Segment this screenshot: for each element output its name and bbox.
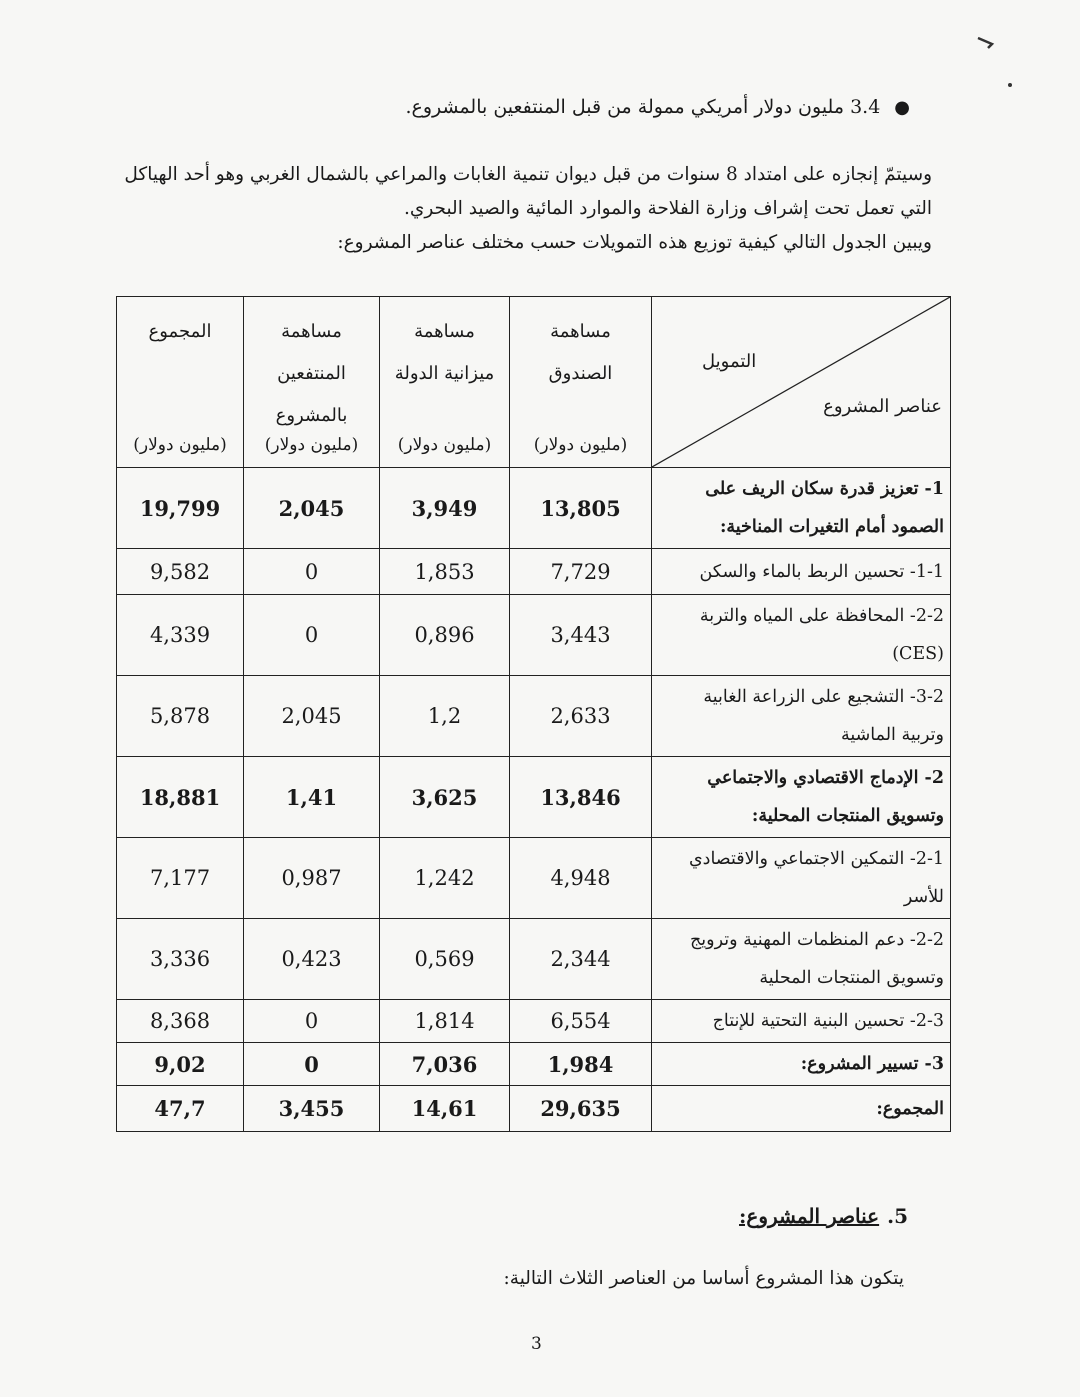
table-row: [117, 838, 951, 919]
cell-component-label: 2-3- تحسين البنية التحتية للإنتاج: [652, 1000, 951, 1043]
cell-state-budget: 0,896: [380, 595, 510, 676]
cell-state-budget: 3,949: [380, 468, 510, 549]
cell-component-label: 3- تسيير المشروع:: [652, 1043, 951, 1086]
cell-beneficiaries: 2,045: [244, 468, 380, 549]
corner-top-label: التمويل: [702, 351, 757, 372]
table-row: [117, 1086, 951, 1132]
cell-fund: 13,846: [510, 757, 652, 838]
cell-total: 47,7: [117, 1086, 244, 1132]
cell-total: 4,339: [117, 595, 244, 676]
table-row: [117, 676, 951, 757]
cell-beneficiaries: 3,455: [244, 1086, 380, 1132]
cell-state-budget: 0,569: [380, 919, 510, 1000]
header-fund: مساهمة الصندوق (مليون دولار): [510, 297, 652, 468]
header-total: المجموع (مليون دولار): [117, 297, 244, 468]
cell-beneficiaries: 0: [244, 595, 380, 676]
cell-beneficiaries: 0: [244, 1043, 380, 1086]
table-row: [117, 1043, 951, 1086]
cell-state-budget: 1,2: [380, 676, 510, 757]
cell-beneficiaries: 0: [244, 549, 380, 595]
cell-fund: 4,948: [510, 838, 652, 919]
cell-component-label: 2-1- التمكين الاجتماعي والاقتصادي للأسر: [652, 838, 951, 919]
cell-component-label: 3-2- التشجيع على الزراعة الغابية وتربية الماشية: [652, 676, 951, 757]
header-state-budget: مساهمة ميزانية الدولة (مليون دولار): [380, 297, 510, 468]
funding-table: [116, 296, 950, 1132]
section-number: 5.: [887, 1204, 908, 1228]
cell-fund: 29,635: [510, 1086, 652, 1132]
cell-state-budget: 14,61: [380, 1086, 510, 1132]
cell-state-budget: 1,242: [380, 838, 510, 919]
cell-fund: 2,344: [510, 919, 652, 1000]
bullet-item: [290, 96, 910, 118]
paragraph-line: وسيتمّ إنجازه على امتداد 8 سنوات من قبل ديوان تنمية الغابات والمراعي بالشمال الغربي وهو أحد الهياكل: [124, 164, 932, 185]
cell-total: 18,881: [117, 757, 244, 838]
cell-fund: 7,729: [510, 549, 652, 595]
cell-component-label: 1- تعزيز قدرة سكان الريف على الصمود أمام التغيرات المناخية:: [652, 468, 951, 549]
table-row: [117, 1000, 951, 1043]
cell-component-label: 2- الإدماج الاقتصادي والاجتماعي وتسويق المنتجات المحلية:: [652, 757, 951, 838]
paragraph-line: التي تعمل تحت إشراف وزارة الفلاحة والموارد المائية والصيد البحري.: [403, 198, 932, 219]
diagonal-line: [652, 297, 950, 467]
cell-total: 8,368: [117, 1000, 244, 1043]
cell-total: 19,799: [117, 468, 244, 549]
bullet-text: 3.4 مليون دولار أمريكي ممولة من قبل المنتفعين بالمشروع.: [405, 96, 881, 118]
cell-fund: 6,554: [510, 1000, 652, 1043]
cell-total: 9,582: [117, 549, 244, 595]
cell-state-budget: 1,853: [380, 549, 510, 595]
table-row: [117, 468, 951, 549]
bullet-dot-icon: ●: [894, 96, 910, 118]
header-beneficiaries: مساهمة المنتفعين بالمشروع (مليون دولار): [244, 297, 380, 468]
cell-fund: 3,443: [510, 595, 652, 676]
table-row: [117, 919, 951, 1000]
cell-beneficiaries: 0,423: [244, 919, 380, 1000]
paragraph-line: ويبين الجدول التالي كيفية توزيع هذه التمويلات حسب مختلف عناصر المشروع:: [337, 232, 932, 253]
page-number: 3: [531, 1334, 542, 1354]
cell-component-label: 2-2- المحافظة على المياه والتربة (CES): [652, 595, 951, 676]
scan-marks: [970, 30, 1020, 100]
cell-total: 3,336: [117, 919, 244, 1000]
cell-beneficiaries: 0: [244, 1000, 380, 1043]
paragraph: [122, 158, 932, 260]
cell-total: 5,878: [117, 676, 244, 757]
cell-fund: 13,805: [510, 468, 652, 549]
cell-state-budget: 7,036: [380, 1043, 510, 1086]
cell-component-label: 1-1- تحسين الربط بالماء والسكن: [652, 549, 951, 595]
table-row: [117, 757, 951, 838]
table-row: [117, 549, 951, 595]
cell-fund: 2,633: [510, 676, 652, 757]
corner-bottom-label: عناصر المشروع: [823, 396, 942, 417]
cell-total: 9,02: [117, 1043, 244, 1086]
cell-component-label: 2-2- دعم المنظمات المهنية وترويج وتسويق المنتجات المحلية: [652, 919, 951, 1000]
cell-beneficiaries: 2,045: [244, 676, 380, 757]
cell-beneficiaries: 1,41: [244, 757, 380, 838]
cell-component-label: المجموع:: [652, 1086, 951, 1132]
cell-fund: 1,984: [510, 1043, 652, 1086]
header-corner: [652, 297, 951, 468]
cell-state-budget: 1,814: [380, 1000, 510, 1043]
section-title: عناصر المشروع:: [739, 1204, 880, 1228]
table-row: [117, 595, 951, 676]
cell-beneficiaries: 0,987: [244, 838, 380, 919]
cell-state-budget: 3,625: [380, 757, 510, 838]
section-heading: [739, 1204, 908, 1228]
cell-total: 7,177: [117, 838, 244, 919]
intro-text: يتكون هذا المشروع أساسا من العناصر الثلاث التالية:: [503, 1268, 904, 1289]
